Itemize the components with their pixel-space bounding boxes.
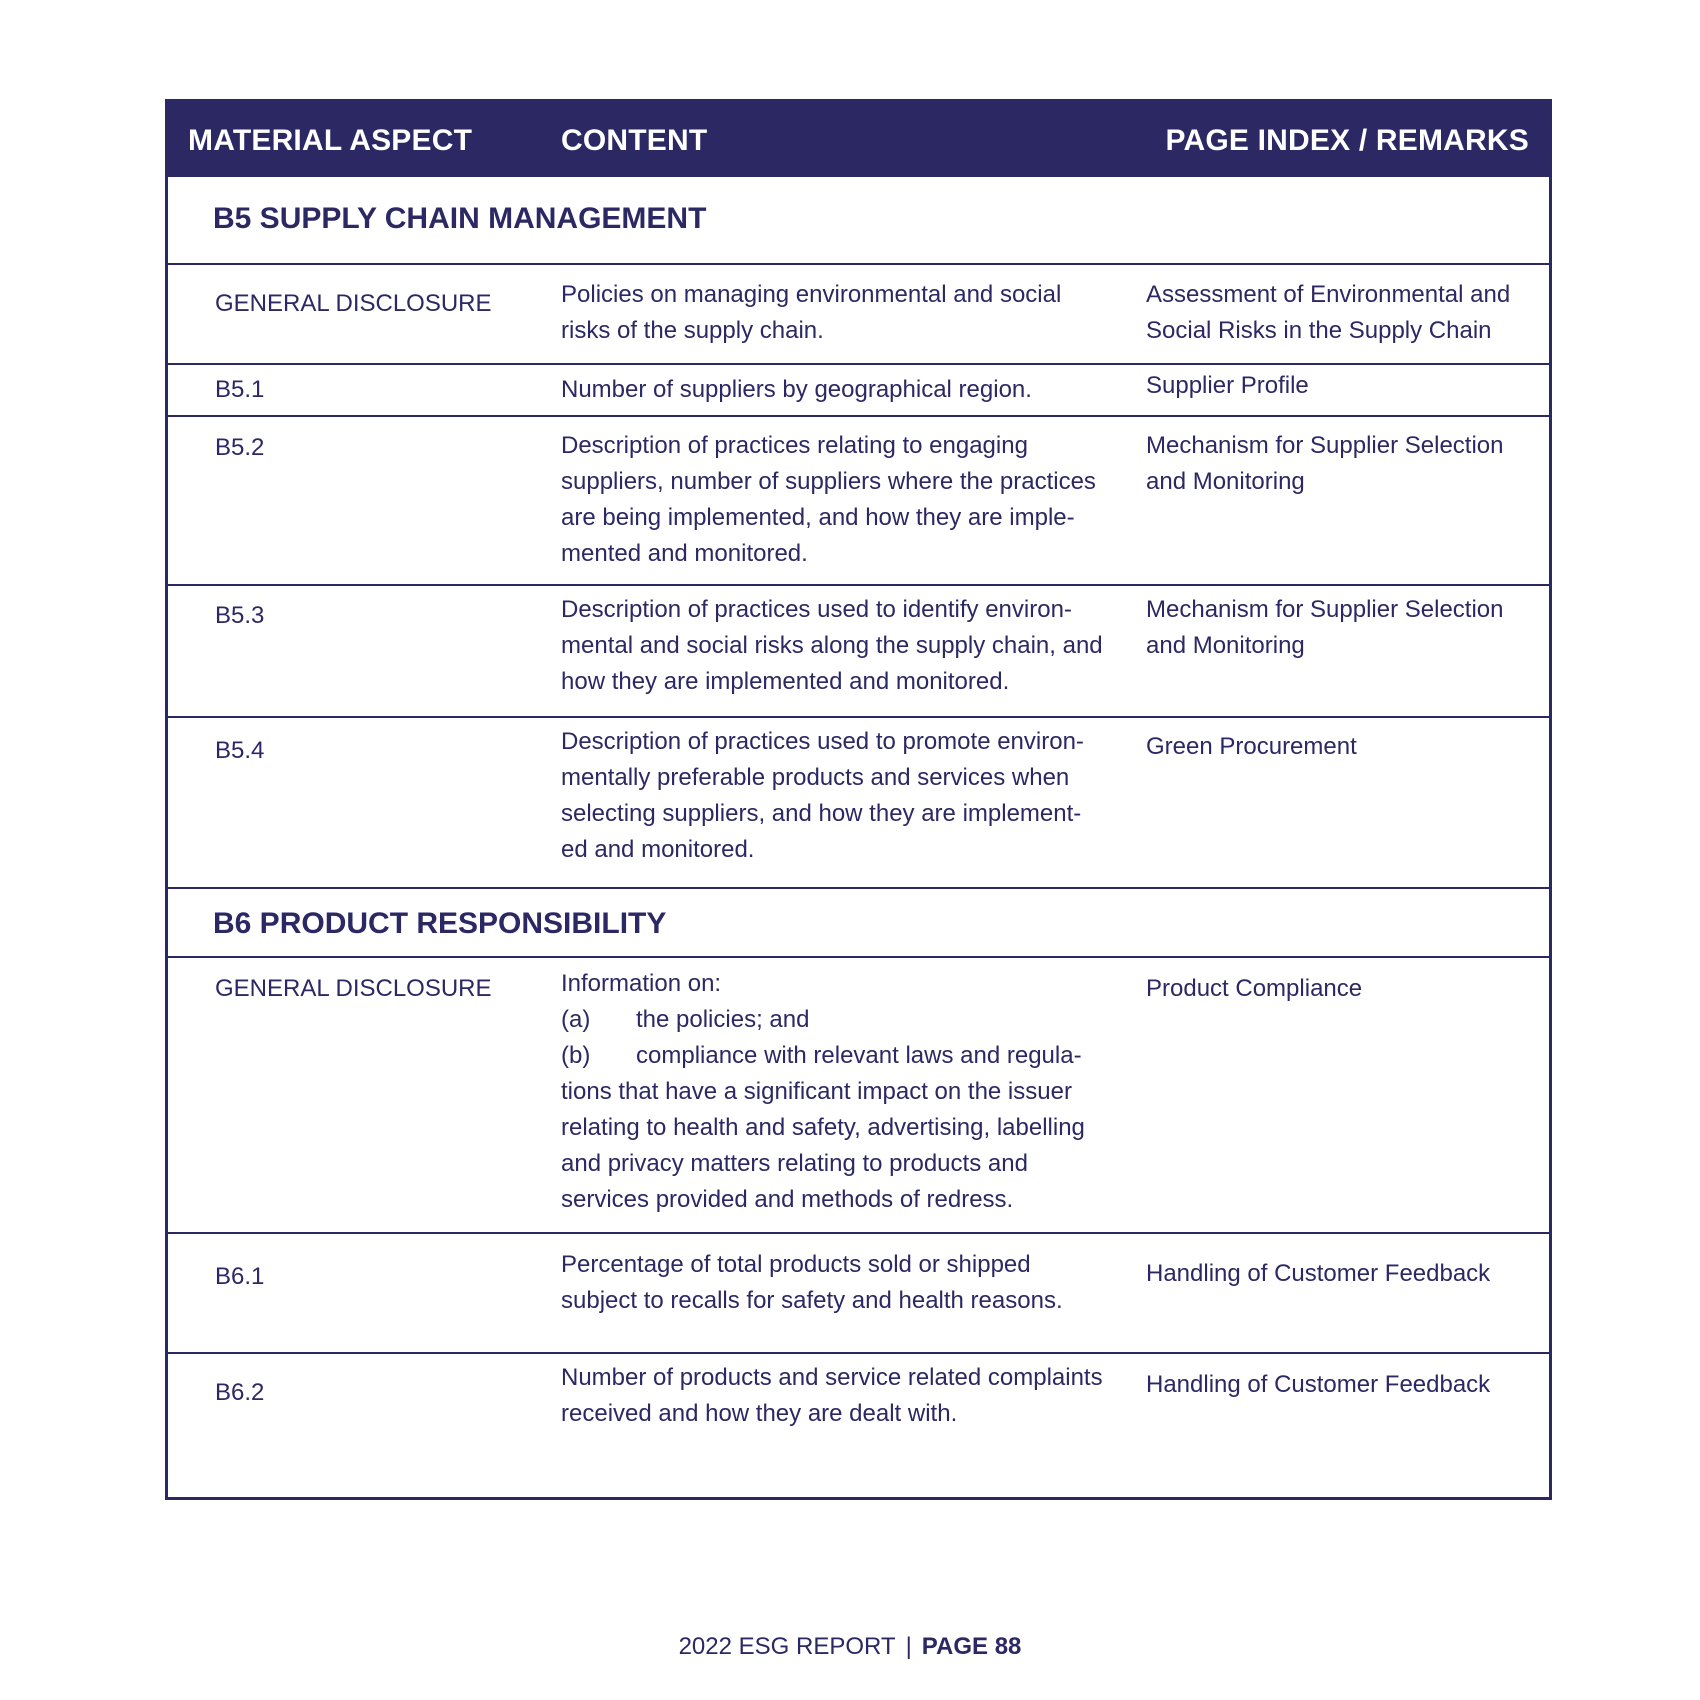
page-number: PAGE 88 — [921, 1633, 1022, 1660]
row-remarks — [1146, 277, 1546, 349]
content-line: Policies on managing environmental and social — [561, 281, 1062, 308]
content-line: received and how they are dealt with. — [561, 1400, 958, 1427]
content-line: mentally preferable products and services when — [561, 764, 1070, 791]
content-line: relating to health and safety, advertising, labelling — [561, 1114, 1085, 1141]
row-remarks — [1146, 592, 1546, 664]
row-aspect: B5.3 — [215, 602, 265, 629]
content-line: mental and social risks along the supply chain, and — [561, 632, 1103, 659]
row-remarks — [1146, 729, 1546, 765]
content-line: are being implemented, and how they are imple- — [561, 504, 1075, 531]
remarks-line: Handling of Customer Feedback — [1146, 1260, 1491, 1287]
row-content — [561, 1247, 1131, 1319]
esg-index-table — [165, 99, 1552, 1500]
row-aspect: B5.2 — [215, 434, 265, 461]
table-header — [168, 102, 1549, 177]
remarks-line: Mechanism for Supplier Selection — [1146, 432, 1504, 459]
content-line: services provided and methods of redress. — [561, 1186, 1014, 1213]
remarks-line: Mechanism for Supplier Selection — [1146, 596, 1504, 623]
remarks-line: Social Risks in the Supply Chain — [1146, 317, 1492, 344]
remarks-line: Product Compliance — [1146, 975, 1363, 1002]
content-line: Information on: — [561, 970, 722, 997]
content-line: and privacy matters relating to products and — [561, 1150, 1028, 1177]
list-item-text: the policies; and — [636, 1006, 810, 1033]
row-aspect: B5.1 — [215, 376, 265, 403]
remarks-line: Assessment of Environmental and — [1146, 281, 1511, 308]
content-list-item — [561, 1038, 1131, 1074]
remarks-line: and Monitoring — [1146, 632, 1305, 659]
content-line: Description of practices used to identify environ- — [561, 596, 1072, 623]
content-line: suppliers, number of suppliers where the practices — [561, 468, 1096, 495]
remarks-line: and Monitoring — [1146, 468, 1305, 495]
row-content — [561, 966, 1131, 1218]
page-footer — [0, 1633, 1700, 1661]
content-line: subject to recalls for safety and health reasons. — [561, 1287, 1063, 1314]
content-line: Description of practices relating to engaging — [561, 432, 1028, 459]
row-aspect: GENERAL DISCLOSURE — [215, 975, 492, 1002]
row-remarks — [1146, 971, 1546, 1007]
divider — [168, 584, 1549, 586]
divider — [168, 1232, 1549, 1234]
remarks-line: Handling of Customer Feedback — [1146, 1371, 1491, 1398]
list-item-text: compliance with relevant laws and regula- — [636, 1042, 1082, 1069]
divider — [168, 887, 1549, 889]
row-remarks — [1146, 428, 1546, 500]
divider — [168, 1352, 1549, 1354]
header-page-index-remarks: PAGE INDEX / REMARKS — [1165, 124, 1529, 157]
list-item-label: (b) — [561, 1042, 591, 1069]
report-title: 2022 ESG REPORT — [678, 1633, 896, 1660]
content-line: Percentage of total products sold or shipped — [561, 1251, 1031, 1278]
content-line: Description of practices used to promote environ- — [561, 728, 1084, 755]
row-content — [561, 1360, 1131, 1432]
remarks-line: Green Procurement — [1146, 733, 1357, 760]
row-content — [561, 592, 1131, 700]
footer-separator: | — [905, 1633, 912, 1660]
row-remarks — [1146, 368, 1546, 404]
divider — [168, 716, 1549, 718]
divider — [168, 956, 1549, 958]
divider — [168, 263, 1549, 265]
content-line: Number of products and service related complaints — [561, 1364, 1103, 1391]
content-line: risks of the supply chain. — [561, 317, 824, 344]
row-aspect: B6.2 — [215, 1379, 265, 1406]
section-title-b5: B5 SUPPLY CHAIN MANAGEMENT — [213, 202, 707, 235]
divider — [168, 363, 1549, 365]
remarks-line: Supplier Profile — [1146, 372, 1309, 399]
content-line: Number of suppliers by geographical region. — [561, 376, 1032, 403]
row-content — [561, 724, 1131, 868]
content-list-item — [561, 1002, 1131, 1038]
header-material-aspect: MATERIAL ASPECT — [188, 124, 473, 157]
content-line: how they are implemented and monitored. — [561, 668, 1010, 695]
content-line: tions that have a significant impact on the issuer — [561, 1078, 1072, 1105]
content-line: mented and monitored. — [561, 540, 808, 567]
row-content — [561, 428, 1131, 572]
header-content: CONTENT — [561, 124, 708, 157]
list-item-label: (a) — [561, 1006, 591, 1033]
row-remarks — [1146, 1367, 1546, 1403]
row-aspect: GENERAL DISCLOSURE — [215, 290, 492, 317]
row-aspect: B5.4 — [215, 737, 265, 764]
content-line: ed and monitored. — [561, 836, 755, 863]
row-content — [561, 277, 1131, 349]
row-remarks — [1146, 1256, 1546, 1292]
row-content — [561, 372, 1131, 408]
row-aspect: B6.1 — [215, 1263, 265, 1290]
divider — [168, 415, 1549, 417]
section-title-b6: B6 PRODUCT RESPONSIBILITY — [213, 907, 667, 940]
content-line: selecting suppliers, and how they are implement- — [561, 800, 1082, 827]
